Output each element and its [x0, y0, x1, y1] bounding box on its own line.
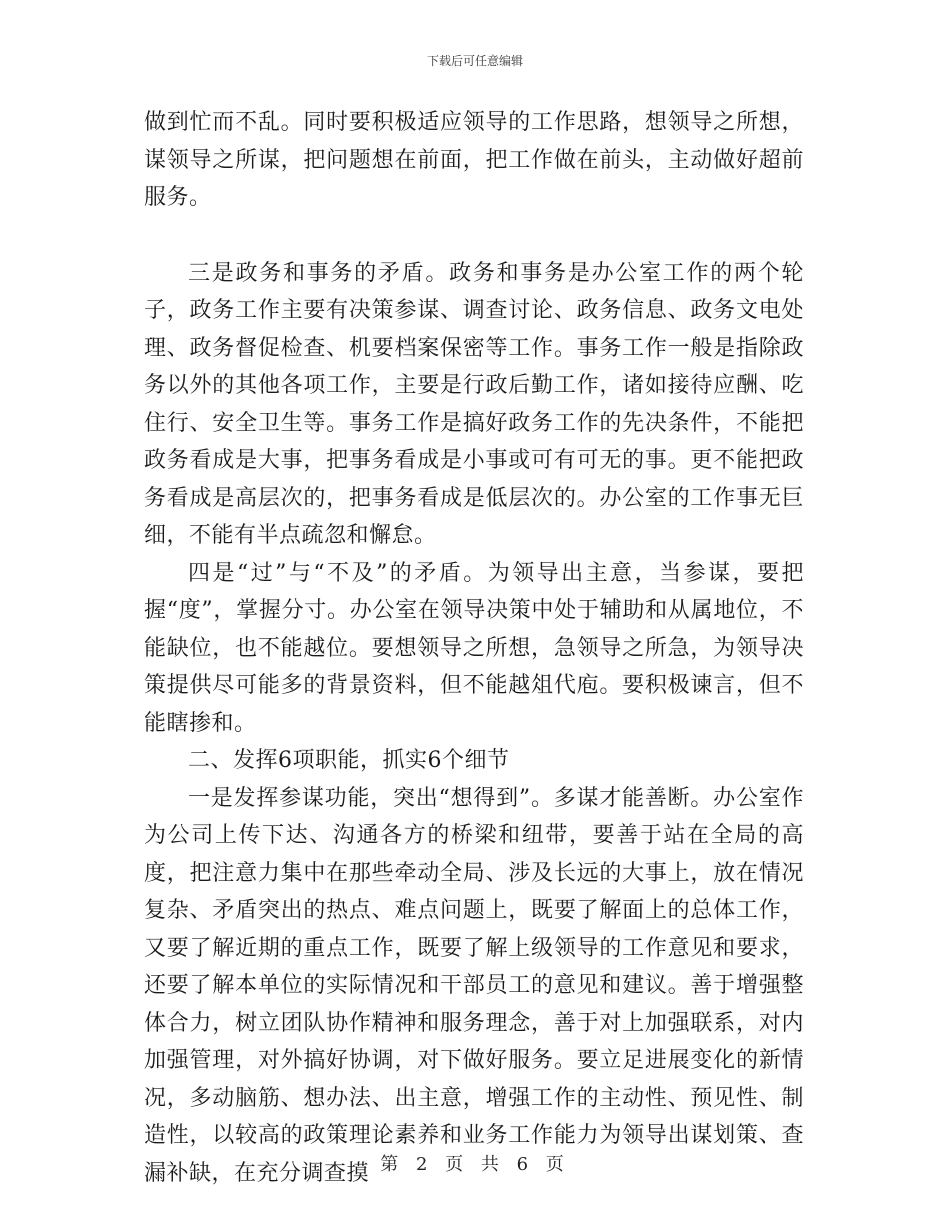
page-number-footer: 第 2 页 共 6 页 — [380, 1154, 570, 1175]
paragraph-politics-affairs: 三是政务和事务的矛盾。政务和事务是办公室工作的两个轮子，政务工作主要有决策参谋、调查讨论、政务信息、政务文电处理、政务督促检查、机要档案保密等工作。事务工作一般是指除政务以外的其他各项工作，主要是行政后勤工作，诸如接待应酬、吃住行、安全卫生等。事务工作是搞好政务工作的先决条件，不能把政务看成是大事，把事务看成是小事或可有可无的事。更不能把政务看成是高层次的，把事务看成是低层次的。办公室的工作事无巨细，不能有半点疏忽和懈怠。 — [144, 260, 804, 548]
paragraph-excess-deficiency: 四是“过”与“不及”的矛盾。为领导出主意，当参谋，要把握“度”，掌握分寸。办公室在领导决策中处于辅助和从属地位，不能缺位，也不能越位。要想领导之所想，急领导之所急，为领导决策提供尽可能多的背景资料，但不能越俎代庖。要积极谏言，但不能瞎掺和。 — [144, 560, 804, 736]
paragraph-continuation: 做到忙而不乱。同时要积极适应领导的工作思路，想领导之所想，谋领导之所谋，把问题想在前面，把工作做在前头，主动做好超前服务。 — [144, 110, 804, 210]
document-body — [144, 104, 804, 1192]
paragraph-advisory-function: 一是发挥参谋功能，突出“想得到”。多谋才能善断。办公室作为公司上传下达、沟通各方的桥梁和纽带，要善于站在全局的高度，把注意力集中在那些牵动全局、涉及长远的大事上，放在情况复杂、矛盾突出的热点、难点问题上，既要了解面上的总体工作，又要了解近期的重点工作，既要了解上级领导的工作意见和要求，还要了解本单位的实际情况和干部员工的意见和建议。善于增强整体合力，树立团队协作精神和服务理念，善于对上加强联系，对内加强管理，对外搞好协调，对下做好服务。要立足进展变化的新情况，多动脑筋、想办法、出主意，增强工作的主动性、预见性、制造性，以较高的政策理论素养和业务工作能力为领导出谋划策、查漏补缺，在充分调查摸 — [144, 785, 804, 1186]
section-heading: 二、发挥6项职能，抓实6个细节 — [188, 748, 510, 773]
page-header-note: 下载后可任意编辑 — [426, 54, 523, 68]
